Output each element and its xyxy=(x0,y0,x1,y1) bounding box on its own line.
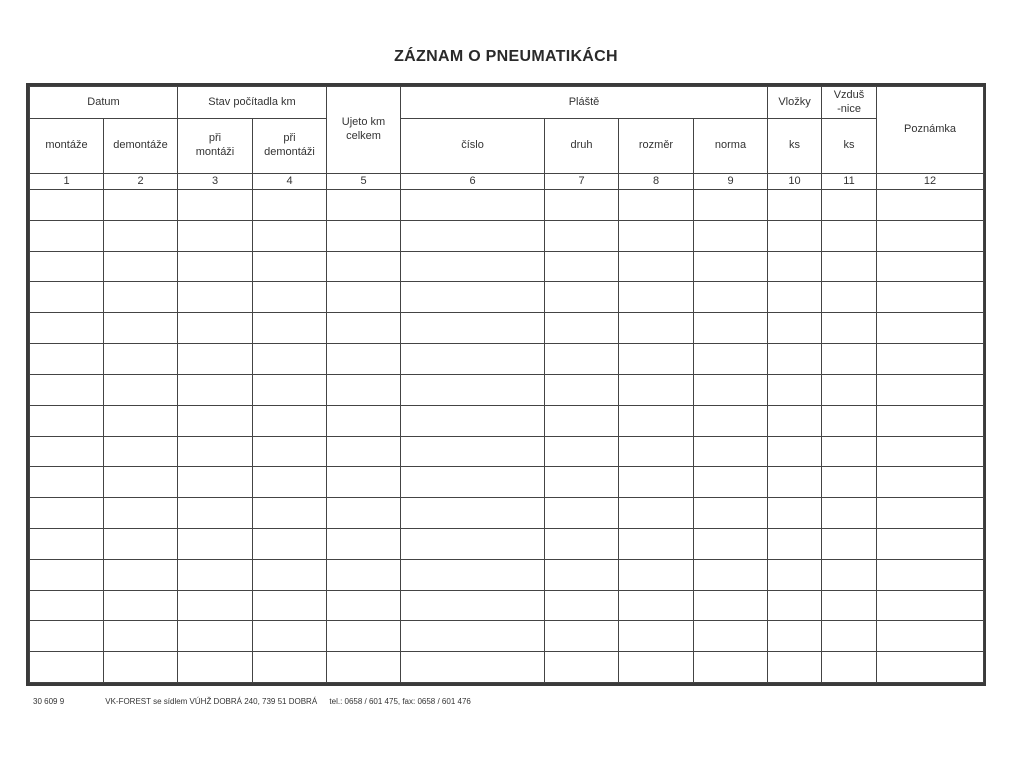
entry-cell[interactable] xyxy=(619,344,694,375)
table-row xyxy=(30,313,984,344)
entry-cell[interactable] xyxy=(694,467,768,498)
entry-cell[interactable] xyxy=(822,282,877,313)
entry-cell[interactable] xyxy=(253,559,327,590)
entry-cell[interactable] xyxy=(877,282,984,313)
entry-cell[interactable] xyxy=(327,251,401,282)
entry-cell[interactable] xyxy=(178,621,253,652)
tire-record-form xyxy=(26,83,986,686)
entry-cell[interactable] xyxy=(822,498,877,529)
entry-cell[interactable] xyxy=(545,190,619,221)
entry-cell[interactable] xyxy=(619,405,694,436)
entry-cell[interactable] xyxy=(178,344,253,375)
entry-cell[interactable] xyxy=(768,436,822,467)
entry-cell[interactable] xyxy=(327,559,401,590)
entry-cell[interactable] xyxy=(822,251,877,282)
entry-cell[interactable] xyxy=(619,467,694,498)
entry-cell[interactable] xyxy=(104,190,178,221)
entry-cell[interactable] xyxy=(30,436,104,467)
table-row xyxy=(30,559,984,590)
entry-cell[interactable] xyxy=(401,436,545,467)
entry-cell[interactable] xyxy=(104,374,178,405)
entry-cell[interactable] xyxy=(694,436,768,467)
entry-cell[interactable] xyxy=(877,467,984,498)
entry-cell[interactable] xyxy=(768,344,822,375)
entry-cell[interactable] xyxy=(104,652,178,683)
entry-cell[interactable] xyxy=(545,374,619,405)
entry-cell[interactable] xyxy=(768,220,822,251)
column-number: 4 xyxy=(253,174,327,190)
entry-cell[interactable] xyxy=(178,652,253,683)
entry-cell[interactable] xyxy=(822,528,877,559)
entry-cell[interactable] xyxy=(768,405,822,436)
entry-cell[interactable] xyxy=(545,313,619,344)
table-row xyxy=(30,590,984,621)
entry-cell[interactable] xyxy=(822,436,877,467)
subheader-norma: norma xyxy=(694,119,768,174)
entry-cell[interactable] xyxy=(178,590,253,621)
entry-cell[interactable] xyxy=(545,251,619,282)
subheader-cislo: číslo xyxy=(401,119,545,174)
entry-cell[interactable] xyxy=(822,559,877,590)
column-number: 8 xyxy=(619,174,694,190)
entry-cell[interactable] xyxy=(178,190,253,221)
entry-cell[interactable] xyxy=(178,436,253,467)
subheader-vzdusnice-ks: ks xyxy=(822,119,877,174)
entry-cell[interactable] xyxy=(619,313,694,344)
entry-cell[interactable] xyxy=(104,559,178,590)
entry-cell[interactable] xyxy=(178,559,253,590)
table-row xyxy=(30,282,984,313)
entry-cell[interactable] xyxy=(178,528,253,559)
entry-cell[interactable] xyxy=(253,220,327,251)
entry-cell[interactable] xyxy=(327,282,401,313)
entry-cell[interactable] xyxy=(104,436,178,467)
entry-cell[interactable] xyxy=(619,374,694,405)
entry-cell[interactable] xyxy=(327,344,401,375)
entry-cell[interactable] xyxy=(545,621,619,652)
subheader-pri-montazi-label: při montáži xyxy=(195,132,235,158)
entry-cell[interactable] xyxy=(401,528,545,559)
entry-cell[interactable] xyxy=(178,498,253,529)
column-number: 11 xyxy=(822,174,877,190)
entry-cell[interactable] xyxy=(30,559,104,590)
entry-cell[interactable] xyxy=(877,652,984,683)
entry-cell[interactable] xyxy=(30,652,104,683)
entry-cell[interactable] xyxy=(545,590,619,621)
entry-cell[interactable] xyxy=(619,621,694,652)
entry-cell[interactable] xyxy=(401,467,545,498)
table-row xyxy=(30,374,984,405)
column-number: 3 xyxy=(178,174,253,190)
entry-cell[interactable] xyxy=(545,467,619,498)
entry-cell[interactable] xyxy=(30,251,104,282)
tire-record-table xyxy=(29,86,984,683)
entry-cell[interactable] xyxy=(877,374,984,405)
subheader-rozmer: rozměr xyxy=(619,119,694,174)
entry-cell[interactable] xyxy=(877,344,984,375)
entry-cell[interactable] xyxy=(619,652,694,683)
entry-cell[interactable] xyxy=(327,498,401,529)
entry-cell[interactable] xyxy=(401,621,545,652)
entry-cell[interactable] xyxy=(877,621,984,652)
entry-cell[interactable] xyxy=(768,498,822,529)
entry-cell[interactable] xyxy=(545,436,619,467)
entry-cell[interactable] xyxy=(877,498,984,529)
entry-cell[interactable] xyxy=(619,498,694,529)
data-rows xyxy=(30,190,984,683)
entry-cell[interactable] xyxy=(877,405,984,436)
entry-cell[interactable] xyxy=(253,405,327,436)
entry-cell[interactable] xyxy=(104,590,178,621)
entry-cell[interactable] xyxy=(253,436,327,467)
table-row xyxy=(30,405,984,436)
entry-cell[interactable] xyxy=(768,190,822,221)
table-row xyxy=(30,436,984,467)
entry-cell[interactable] xyxy=(768,282,822,313)
company-contact: tel.: 0658 / 601 475, fax: 0658 / 601 476 xyxy=(329,697,471,706)
entry-cell[interactable] xyxy=(694,190,768,221)
entry-cell[interactable] xyxy=(178,220,253,251)
subheader-pri-montazi xyxy=(178,119,253,174)
entry-cell[interactable] xyxy=(401,559,545,590)
entry-cell[interactable] xyxy=(694,559,768,590)
header-vlozky: Vložky xyxy=(768,87,822,119)
entry-cell[interactable] xyxy=(877,559,984,590)
entry-cell[interactable] xyxy=(30,498,104,529)
column-number: 10 xyxy=(768,174,822,190)
entry-cell[interactable] xyxy=(30,190,104,221)
column-number: 1 xyxy=(30,174,104,190)
entry-cell[interactable] xyxy=(104,467,178,498)
table-row xyxy=(30,652,984,683)
entry-cell[interactable] xyxy=(30,282,104,313)
entry-cell[interactable] xyxy=(768,559,822,590)
entry-cell[interactable] xyxy=(253,528,327,559)
entry-cell[interactable] xyxy=(877,190,984,221)
entry-cell[interactable] xyxy=(401,190,545,221)
entry-cell[interactable] xyxy=(178,405,253,436)
entry-cell[interactable] xyxy=(327,190,401,221)
entry-cell[interactable] xyxy=(30,405,104,436)
entry-cell[interactable] xyxy=(178,374,253,405)
entry-cell[interactable] xyxy=(327,220,401,251)
entry-cell[interactable] xyxy=(545,405,619,436)
entry-cell[interactable] xyxy=(401,282,545,313)
entry-cell[interactable] xyxy=(768,652,822,683)
entry-cell[interactable] xyxy=(401,344,545,375)
entry-cell[interactable] xyxy=(619,282,694,313)
entry-cell[interactable] xyxy=(768,621,822,652)
entry-cell[interactable] xyxy=(694,528,768,559)
entry-cell[interactable] xyxy=(178,313,253,344)
entry-cell[interactable] xyxy=(327,590,401,621)
entry-cell[interactable] xyxy=(877,528,984,559)
entry-cell[interactable] xyxy=(694,590,768,621)
entry-cell[interactable] xyxy=(619,251,694,282)
entry-cell[interactable] xyxy=(545,220,619,251)
table-row xyxy=(30,190,984,221)
entry-cell[interactable] xyxy=(401,251,545,282)
entry-cell[interactable] xyxy=(768,313,822,344)
entry-cell[interactable] xyxy=(253,344,327,375)
header-ujeto-km xyxy=(327,87,401,174)
entry-cell[interactable] xyxy=(694,374,768,405)
entry-cell[interactable] xyxy=(104,313,178,344)
entry-cell[interactable] xyxy=(30,467,104,498)
column-number: 6 xyxy=(401,174,545,190)
entry-cell[interactable] xyxy=(822,405,877,436)
entry-cell[interactable] xyxy=(877,313,984,344)
entry-cell[interactable] xyxy=(178,251,253,282)
entry-cell[interactable] xyxy=(253,282,327,313)
header-ujeto-km-label: Ujeto km celkem xyxy=(341,116,386,142)
entry-cell[interactable] xyxy=(822,344,877,375)
entry-cell[interactable] xyxy=(619,190,694,221)
entry-cell[interactable] xyxy=(768,374,822,405)
entry-cell[interactable] xyxy=(822,590,877,621)
entry-cell[interactable] xyxy=(768,251,822,282)
entry-cell[interactable] xyxy=(104,405,178,436)
entry-cell[interactable] xyxy=(401,220,545,251)
entry-cell[interactable] xyxy=(401,590,545,621)
entry-cell[interactable] xyxy=(694,313,768,344)
entry-cell[interactable] xyxy=(694,251,768,282)
entry-cell[interactable] xyxy=(178,467,253,498)
column-number: 2 xyxy=(104,174,178,190)
entry-cell[interactable] xyxy=(619,590,694,621)
table-row xyxy=(30,621,984,652)
header-vzdusnice xyxy=(822,87,877,119)
subheader-vlozky-ks: ks xyxy=(768,119,822,174)
entry-cell[interactable] xyxy=(822,467,877,498)
entry-cell[interactable] xyxy=(104,528,178,559)
form-title: ZÁZNAM O PNEUMATIKÁCH xyxy=(394,48,618,65)
entry-cell[interactable] xyxy=(104,282,178,313)
header-stav-pocitadla: Stav počítadla km xyxy=(178,87,327,119)
entry-cell[interactable] xyxy=(877,220,984,251)
entry-cell[interactable] xyxy=(619,528,694,559)
form-code: 30 609 9 xyxy=(33,697,65,706)
company-address: VK-FOREST se sídlem VÚHŽ DOBRÁ 240, 739 51 DOBRÁ xyxy=(105,697,318,706)
entry-cell[interactable] xyxy=(694,405,768,436)
entry-cell[interactable] xyxy=(401,405,545,436)
entry-cell[interactable] xyxy=(253,313,327,344)
entry-cell[interactable] xyxy=(30,344,104,375)
header-vzdusnice-label: Vzduš-nice xyxy=(833,88,865,115)
entry-cell[interactable] xyxy=(822,621,877,652)
entry-cell[interactable] xyxy=(545,652,619,683)
entry-cell[interactable] xyxy=(545,498,619,529)
entry-cell[interactable] xyxy=(822,374,877,405)
subheader-demontaze: demontáže xyxy=(104,119,178,174)
entry-cell[interactable] xyxy=(327,467,401,498)
entry-cell[interactable] xyxy=(694,344,768,375)
entry-cell[interactable] xyxy=(327,374,401,405)
entry-cell[interactable] xyxy=(327,313,401,344)
subheader-pri-demontazi-label: při demontáži xyxy=(264,132,315,158)
entry-cell[interactable] xyxy=(694,652,768,683)
entry-cell[interactable] xyxy=(30,590,104,621)
entry-cell[interactable] xyxy=(30,528,104,559)
header-poznamka: Poznámka xyxy=(877,87,984,174)
entry-cell[interactable] xyxy=(178,282,253,313)
entry-cell[interactable] xyxy=(877,436,984,467)
entry-cell[interactable] xyxy=(253,652,327,683)
header-datum: Datum xyxy=(30,87,178,119)
entry-cell[interactable] xyxy=(327,621,401,652)
entry-cell[interactable] xyxy=(253,251,327,282)
entry-cell[interactable] xyxy=(30,313,104,344)
entry-cell[interactable] xyxy=(104,344,178,375)
entry-cell[interactable] xyxy=(30,374,104,405)
table-row xyxy=(30,467,984,498)
entry-cell[interactable] xyxy=(401,652,545,683)
entry-cell[interactable] xyxy=(401,374,545,405)
entry-cell[interactable] xyxy=(822,313,877,344)
entry-cell[interactable] xyxy=(877,590,984,621)
table-row xyxy=(30,498,984,529)
column-number-row xyxy=(30,174,984,190)
entry-cell[interactable] xyxy=(822,190,877,221)
entry-cell[interactable] xyxy=(30,621,104,652)
entry-cell[interactable] xyxy=(104,498,178,529)
table-row xyxy=(30,528,984,559)
entry-cell[interactable] xyxy=(253,498,327,529)
entry-cell[interactable] xyxy=(253,374,327,405)
entry-cell[interactable] xyxy=(694,220,768,251)
entry-cell[interactable] xyxy=(253,621,327,652)
entry-cell[interactable] xyxy=(822,652,877,683)
column-number: 9 xyxy=(694,174,768,190)
entry-cell[interactable] xyxy=(545,282,619,313)
entry-cell[interactable] xyxy=(104,220,178,251)
entry-cell[interactable] xyxy=(545,559,619,590)
entry-cell[interactable] xyxy=(619,436,694,467)
entry-cell[interactable] xyxy=(768,467,822,498)
entry-cell[interactable] xyxy=(619,559,694,590)
entry-cell[interactable] xyxy=(104,621,178,652)
column-number: 5 xyxy=(327,174,401,190)
entry-cell[interactable] xyxy=(253,590,327,621)
entry-cell[interactable] xyxy=(253,190,327,221)
entry-cell[interactable] xyxy=(327,436,401,467)
entry-cell[interactable] xyxy=(104,251,178,282)
entry-cell[interactable] xyxy=(545,528,619,559)
column-number: 12 xyxy=(877,174,984,190)
entry-cell[interactable] xyxy=(327,528,401,559)
table-row xyxy=(30,251,984,282)
entry-cell[interactable] xyxy=(822,220,877,251)
subheader-pri-demontazi xyxy=(253,119,327,174)
entry-cell[interactable] xyxy=(401,313,545,344)
entry-cell[interactable] xyxy=(545,344,619,375)
subheader-druh: druh xyxy=(545,119,619,174)
entry-cell[interactable] xyxy=(253,467,327,498)
entry-cell[interactable] xyxy=(327,405,401,436)
entry-cell[interactable] xyxy=(30,220,104,251)
subheader-montaze: montáže xyxy=(30,119,104,174)
entry-cell[interactable] xyxy=(327,652,401,683)
table-row xyxy=(30,344,984,375)
entry-cell[interactable] xyxy=(694,621,768,652)
entry-cell[interactable] xyxy=(768,590,822,621)
column-number: 7 xyxy=(545,174,619,190)
form-footer xyxy=(33,697,471,706)
entry-cell[interactable] xyxy=(401,498,545,529)
header-plaste: Pláště xyxy=(401,87,768,119)
entry-cell[interactable] xyxy=(768,528,822,559)
table-row xyxy=(30,220,984,251)
entry-cell[interactable] xyxy=(694,282,768,313)
entry-cell[interactable] xyxy=(619,220,694,251)
entry-cell[interactable] xyxy=(877,251,984,282)
entry-cell[interactable] xyxy=(694,498,768,529)
